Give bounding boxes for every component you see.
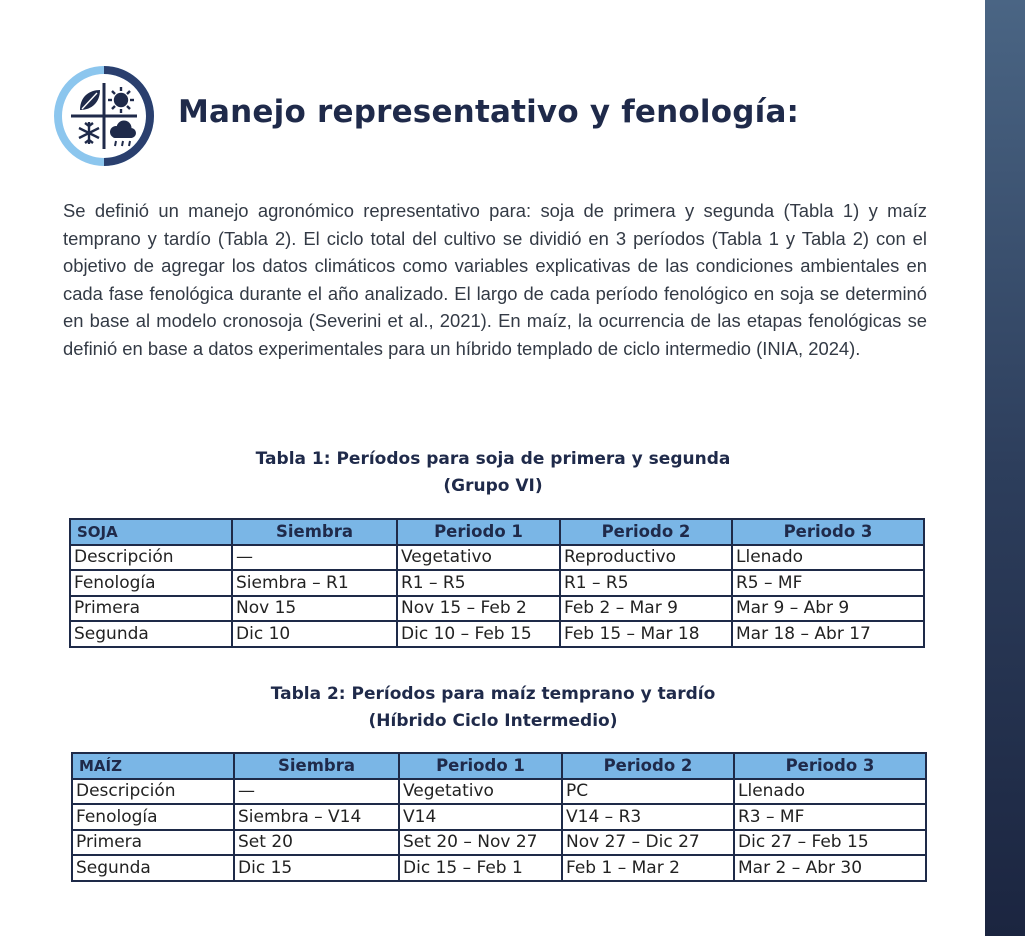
- table-cell: Mar 9 – Abr 9: [732, 596, 924, 622]
- table-cell: R3 – MF: [734, 804, 926, 830]
- table2-caption-subtitle: (Híbrido Ciclo Intermedio): [368, 711, 618, 731]
- table-cell: —: [232, 545, 397, 571]
- table2-caption: [230, 681, 756, 735]
- table-row: [72, 855, 926, 881]
- table-row: [72, 804, 926, 830]
- table2-caption-title: Tabla 2: Períodos para maíz temprano y tardío: [270, 684, 716, 704]
- table-cell: Feb 2 – Mar 9: [560, 596, 732, 622]
- table-cell: Dic 27 – Feb 15: [734, 830, 926, 856]
- table-header-row: [72, 753, 926, 779]
- row-label: Segunda: [72, 855, 234, 881]
- row-label: Fenología: [72, 804, 234, 830]
- row-label: Primera: [72, 830, 234, 856]
- table-row: [70, 621, 924, 647]
- row-label: Descripción: [70, 545, 232, 571]
- table-cell: Dic 10 – Feb 15: [397, 621, 560, 647]
- table-cell: Mar 18 – Abr 17: [732, 621, 924, 647]
- table-row: [70, 570, 924, 596]
- table-maiz: [71, 752, 927, 882]
- table-header-row: [70, 519, 924, 545]
- table-cell: Set 20 – Nov 27: [399, 830, 562, 856]
- table1-caption: [230, 446, 756, 500]
- header-crop: MAÍZ: [72, 753, 234, 779]
- table1-caption-title: Tabla 1: Períodos para soja de primera y segunda: [255, 449, 731, 469]
- header-periodo-1: Periodo 1: [399, 753, 562, 779]
- table-row: [72, 830, 926, 856]
- table-row: [70, 545, 924, 571]
- row-label: Segunda: [70, 621, 232, 647]
- table-cell: Vegetativo: [399, 779, 562, 805]
- table-cell: Dic 15: [234, 855, 399, 881]
- intro-paragraph: Se definió un manejo agronómico representativo para: soja de primera y segunda (Tabla 1) y maíz temprano y tardío (Tabla 2). El ciclo total del cultivo se dividió en 3 períodos (Tabla 1 y Tabla 2) con el objetivo de agregar los datos climáticos como variables explicativas de las condiciones ambientales en cada fase fenológica durante el año analizado. El largo de cada período fenológico en soja se determinó en base al modelo cronosoja (Severini et al., 2021). En maíz, la ocurrencia de las etapas fenológicas se definió en base a datos experimentales para un híbrido templado de ciclo intermedio (INIA, 2024).: [63, 200, 927, 359]
- table-cell: V14 – R3: [562, 804, 734, 830]
- climate-emblem: [54, 66, 154, 166]
- table-cell: Dic 10: [232, 621, 397, 647]
- header-periodo-2: Periodo 2: [562, 753, 734, 779]
- side-accent-bar: [985, 0, 1025, 936]
- table-cell: Nov 27 – Dic 27: [562, 830, 734, 856]
- table-row: [72, 779, 926, 805]
- table1-caption-subtitle: (Grupo VI): [443, 476, 543, 496]
- header-siembra: Siembra: [232, 519, 397, 545]
- table-cell: Siembra – V14: [234, 804, 399, 830]
- table-cell: Reproductivo: [560, 545, 732, 571]
- header-crop: SOJA: [70, 519, 232, 545]
- row-label: Descripción: [72, 779, 234, 805]
- table-cell: Mar 2 – Abr 30: [734, 855, 926, 881]
- table-cell: Feb 1 – Mar 2: [562, 855, 734, 881]
- header-periodo-3: Periodo 3: [734, 753, 926, 779]
- table-soja: [69, 518, 925, 648]
- table-cell: PC: [562, 779, 734, 805]
- table-row: [70, 596, 924, 622]
- table-cell: Nov 15: [232, 596, 397, 622]
- table-cell: V14: [399, 804, 562, 830]
- table-cell: —: [234, 779, 399, 805]
- row-label: Primera: [70, 596, 232, 622]
- table-cell: Set 20: [234, 830, 399, 856]
- table-cell: Llenado: [732, 545, 924, 571]
- table-cell: Nov 15 – Feb 2: [397, 596, 560, 622]
- table-cell: Feb 15 – Mar 18: [560, 621, 732, 647]
- table-cell: R1 – R5: [560, 570, 732, 596]
- table-cell: R5 – MF: [732, 570, 924, 596]
- page-title: Manejo representativo y fenología:: [178, 94, 800, 130]
- header-periodo-3: Periodo 3: [732, 519, 924, 545]
- header-siembra: Siembra: [234, 753, 399, 779]
- header-periodo-2: Periodo 2: [560, 519, 732, 545]
- table-cell: Vegetativo: [397, 545, 560, 571]
- table-cell: Dic 15 – Feb 1: [399, 855, 562, 881]
- header-periodo-1: Periodo 1: [397, 519, 560, 545]
- row-label: Fenología: [70, 570, 232, 596]
- table-cell: Llenado: [734, 779, 926, 805]
- table-cell: R1 – R5: [397, 570, 560, 596]
- table-cell: Siembra – R1: [232, 570, 397, 596]
